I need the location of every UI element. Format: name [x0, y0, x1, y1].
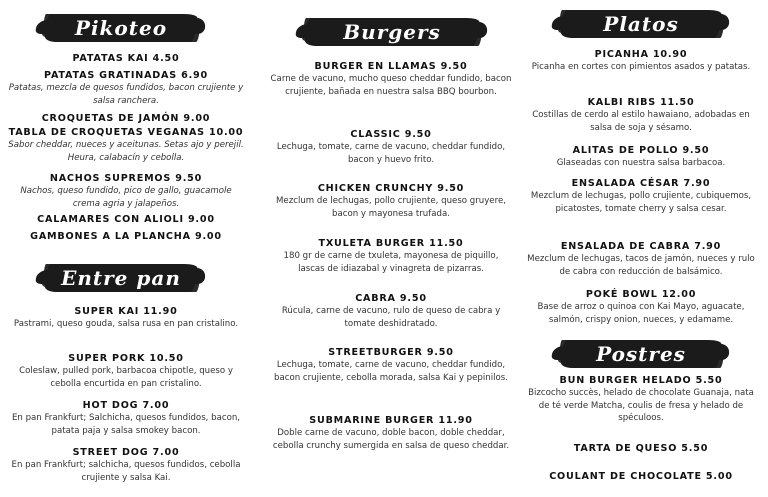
- menu-item: [522, 96, 760, 134]
- item-description: En pan Frankfurt; salchicha, quesos fundidos, cebolla crujiente y salsa Kai.: [11, 460, 241, 483]
- item-name: STREET DOG 7.00: [72, 447, 180, 458]
- item-description: Lechuga, tomate, carne de vacuno, cheddar fundido, bacon y huevo frito.: [276, 142, 506, 165]
- menu-item: [522, 240, 760, 278]
- item-name: PICANHA 10.90: [594, 49, 688, 60]
- item-description: Lechuga, tomate, carne de vacuno, cheddar fundido, bacon crujiente, cebolla morada, salsa Kai y pepinilos.: [274, 360, 508, 383]
- menu-item: [522, 144, 760, 170]
- item-name: POKÉ BOWL 12.00: [585, 289, 697, 300]
- menu-item: [8, 52, 244, 65]
- menu-item: [270, 292, 512, 330]
- item-name: BURGER EN LLAMAS 9.50: [314, 61, 468, 72]
- item-name: HOT DOG 7.00: [82, 400, 170, 411]
- entre-pan-title: Entre pan: [61, 266, 181, 290]
- item-name: ENSALADA DE CABRA 7.90: [560, 241, 722, 252]
- pikoteo-banner: [46, 14, 196, 42]
- menu-item: [270, 237, 512, 275]
- item-description: Patatas, mezcla de quesos fundidos, bacon crujiente y salsa ranchera.: [8, 83, 244, 106]
- item-name: CABRA 9.50: [355, 293, 427, 304]
- item-name: COULANT DE CHOCOLATE 5.00: [549, 471, 733, 482]
- item-name: BUN BURGER HELADO 5.50: [559, 375, 723, 386]
- item-name: ENSALADA CÉSAR 7.90: [571, 178, 711, 189]
- menu-item: [522, 470, 760, 483]
- item-description: Picanha en cortes con pimientos asados y patatas.: [531, 62, 751, 72]
- menu-item: [8, 352, 244, 390]
- menu-item: [522, 442, 760, 455]
- postres-banner: [562, 340, 720, 368]
- item-name: TABLA DE CROQUETAS VEGANAS 10.00: [8, 127, 244, 138]
- menu-item: [522, 177, 760, 215]
- item-description: Mezclum de lechugas, tacos de jamón, nueces y rulo de cabra con reducción de balsámico.: [527, 254, 755, 277]
- menu-item: [8, 172, 244, 210]
- item-description: Nachos, queso fundido, pico de gallo, guacamole crema agria y jalapeños.: [20, 186, 232, 209]
- burgers-title: Burgers: [343, 20, 441, 44]
- item-description: Mezclum de lechugas, pollo crujiente, queso gruyere, bacon y mayonesa trufada.: [276, 196, 506, 219]
- item-name: GAMBONES A LA PLANCHA 9.00: [30, 231, 222, 242]
- item-description: Coleslaw, pulled pork, barbacoa chipotle, queso y cebolla encurtida en pan cristalino.: [19, 366, 233, 389]
- item-name: CROQUETAS DE JAMÓN 9.00: [41, 113, 211, 124]
- item-name: SUPER PORK 10.50: [68, 353, 184, 364]
- item-name: PATATAS KAI 4.50: [72, 53, 180, 64]
- item-name: NACHOS SUPREMOS 9.50: [49, 173, 203, 184]
- item-name: SUBMARINE BURGER 11.90: [309, 415, 473, 426]
- item-description: Doble carne de vacuno, doble bacon, doble cheddar, cebolla crunchy sumergida en salsa de queso cheddar.: [272, 428, 510, 451]
- menu-item: [522, 374, 760, 425]
- item-name: CALAMARES CON ALIOLI 9.00: [37, 214, 215, 225]
- item-name: TARTA DE QUESO 5.50: [573, 443, 709, 454]
- item-name: KALBI RIBS 11.50: [587, 97, 695, 108]
- item-name: SUPER KAI 11.90: [74, 306, 178, 317]
- item-description: Bizcocho succès, helado de chocolate Guanaja, nata de té verde Matcha, coulis de fresa y helado de spéculoos.: [528, 388, 754, 424]
- menu-item: [270, 60, 512, 98]
- platos-banner: [562, 10, 720, 38]
- item-description: Pastrami, queso gouda, salsa rusa en pan cristalino.: [13, 319, 239, 329]
- item-description: Mezclum de lechugas, pollo crujiente, cubiquemos, picatostes, tomate cherry y salsa cesar.: [530, 191, 752, 214]
- menu-item: [270, 414, 512, 452]
- menu-item: [8, 230, 244, 243]
- menu-item: [8, 399, 244, 437]
- menu-item: [8, 112, 244, 125]
- menu-item: [270, 182, 512, 220]
- entre-pan-banner: [46, 264, 196, 292]
- item-name: STREETBURGER 9.50: [328, 347, 454, 358]
- menu-item: [270, 128, 512, 166]
- item-description: 180 gr de carne de txuleta, mayonesa de piquillo, lascas de idiazabal y vinagreta de pizarras.: [283, 251, 499, 274]
- burgers-banner: [306, 18, 478, 46]
- menu-item: [522, 288, 760, 326]
- menu-item: [8, 446, 244, 484]
- item-name: ALITAS DE POLLO 9.50: [572, 145, 710, 156]
- item-description: Sabor cheddar, nueces y aceitunas. Setas ajo y perejil. Heura, calabacín y cebolla.: [8, 140, 244, 163]
- menu-item: [8, 69, 244, 107]
- item-description: Rúcula, carne de vacuno, rulo de queso de cabra y tomate deshidratado.: [281, 306, 501, 329]
- item-name: CHICKEN CRUNCHY 9.50: [317, 183, 465, 194]
- pikoteo-title: Pikoteo: [74, 16, 168, 40]
- platos-title: Platos: [603, 12, 679, 36]
- item-name: TXULETA BURGER 11.50: [318, 238, 464, 249]
- item-description: En pan Frankfurt; Salchicha, quesos fundidos, bacon, patata paja y salsa smokey bacon.: [11, 413, 241, 436]
- item-description: Base de arroz o quinoa con Kai Mayo, aguacate, salmón, crispy onion, nueces, y edamame.: [537, 302, 745, 325]
- menu-item: [8, 305, 244, 331]
- item-name: PATATAS GRATINADAS 6.90: [44, 70, 208, 81]
- menu-item: [8, 126, 244, 164]
- item-description: Carne de vacuno, mucho queso cheddar fundido, bacon crujiente, bañada en nuestra salsa BBQ bourbon.: [270, 74, 512, 97]
- item-name: CLASSIC 9.50: [350, 129, 432, 140]
- postres-title: Postres: [596, 342, 686, 366]
- item-description: Glaseadas con nuestra salsa barbacoa.: [556, 158, 726, 168]
- menu-item: [270, 346, 512, 384]
- menu-item: [8, 213, 244, 226]
- item-description: Costillas de cerdo al estilo hawaiano, adobadas en salsa de soja y sésamo.: [532, 110, 750, 133]
- menu-item: [522, 48, 760, 74]
